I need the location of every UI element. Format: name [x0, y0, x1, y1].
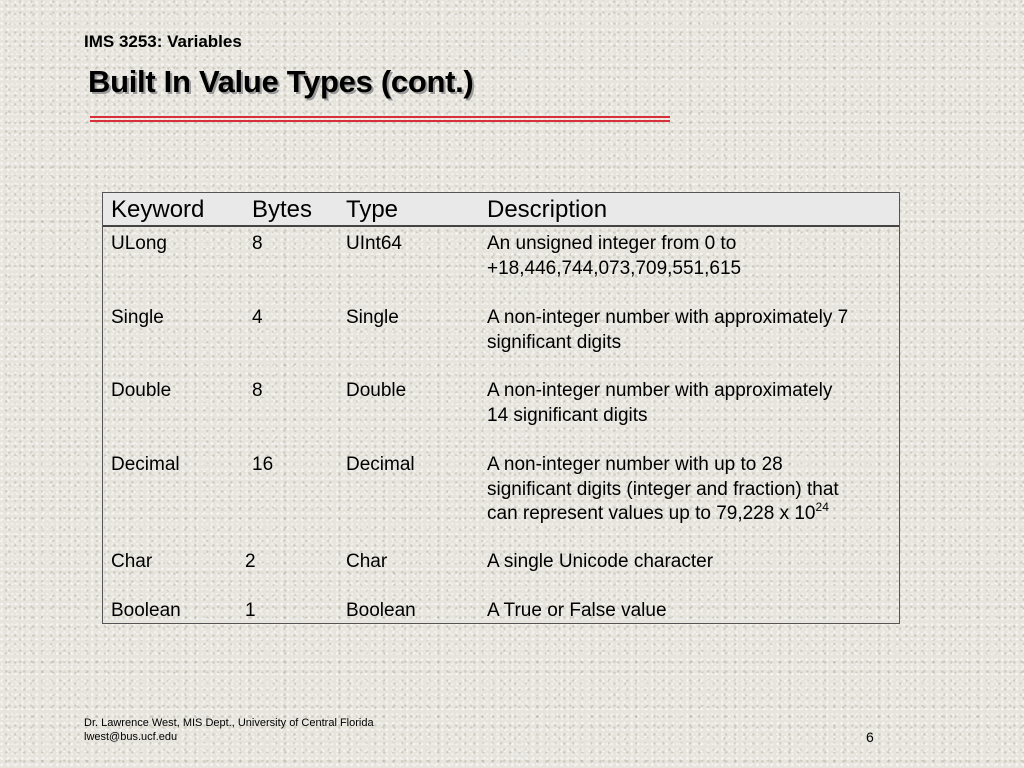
- column-header-type: Type: [346, 196, 399, 223]
- bytes-cell: 2: [245, 551, 256, 572]
- column-header-bytes: Bytes: [252, 196, 313, 223]
- type-cell: Char: [346, 551, 388, 572]
- description-line: [487, 502, 897, 527]
- description-cell: [487, 379, 897, 428]
- keyword-cell: Decimal: [111, 454, 180, 475]
- type-cell: Single: [346, 307, 399, 328]
- keyword-cell: Char: [111, 551, 153, 572]
- exponent: 24: [815, 500, 829, 514]
- type-cell: Double: [346, 380, 407, 401]
- description-line: A single Unicode character: [487, 551, 714, 572]
- description-cell: [487, 550, 897, 575]
- description-line: A non-integer number with approximately 7: [487, 307, 849, 328]
- description-line: A True or False value: [487, 600, 667, 621]
- column-header-description: Description: [487, 196, 608, 223]
- footer-credit: [84, 716, 374, 744]
- description-line-text: can represent values up to 79,228 x 10: [487, 503, 816, 524]
- course-label: IMS 3253: Variables: [84, 32, 242, 51]
- title-underline: [90, 116, 670, 122]
- description-line: A non-integer number with approximately: [487, 380, 833, 401]
- type-cell: Boolean: [346, 600, 416, 621]
- keyword-cell: ULong: [111, 233, 167, 254]
- description-cell: [487, 453, 897, 527]
- description-cell: [487, 306, 897, 355]
- bytes-cell: 4: [252, 307, 263, 328]
- keyword-cell: Double: [111, 380, 172, 401]
- type-cell: UInt64: [346, 233, 402, 254]
- bytes-cell: 1: [245, 600, 256, 621]
- page-number: 6: [866, 729, 874, 745]
- description-line: An unsigned integer from 0 to: [487, 233, 737, 254]
- description-line: significant digits: [487, 331, 622, 353]
- bytes-cell: 8: [252, 233, 263, 254]
- description-line: A non-integer number with up to 28: [487, 454, 783, 475]
- bytes-cell: 16: [252, 454, 274, 475]
- description-cell: [487, 599, 897, 624]
- keyword-cell: Boolean: [111, 600, 181, 621]
- slide-title: Built In Value Types (cont.): [88, 64, 474, 99]
- footer-author: Dr. Lawrence West, MIS Dept., University of Central Florida: [84, 717, 374, 729]
- type-cell: Decimal: [346, 454, 415, 475]
- footer-email: lwest@bus.ucf.edu: [84, 731, 178, 743]
- value-types-table: [102, 192, 900, 624]
- keyword-cell: Single: [111, 307, 164, 328]
- description-line: 14 significant digits: [487, 404, 648, 426]
- description-cell: [487, 232, 897, 281]
- description-line: significant digits (integer and fraction) that: [487, 478, 839, 500]
- bytes-cell: 8: [252, 380, 263, 401]
- description-line: +18,446,744,073,709,551,615: [487, 257, 742, 279]
- table-header-row: [103, 193, 899, 227]
- column-header-keyword: Keyword: [111, 196, 205, 223]
